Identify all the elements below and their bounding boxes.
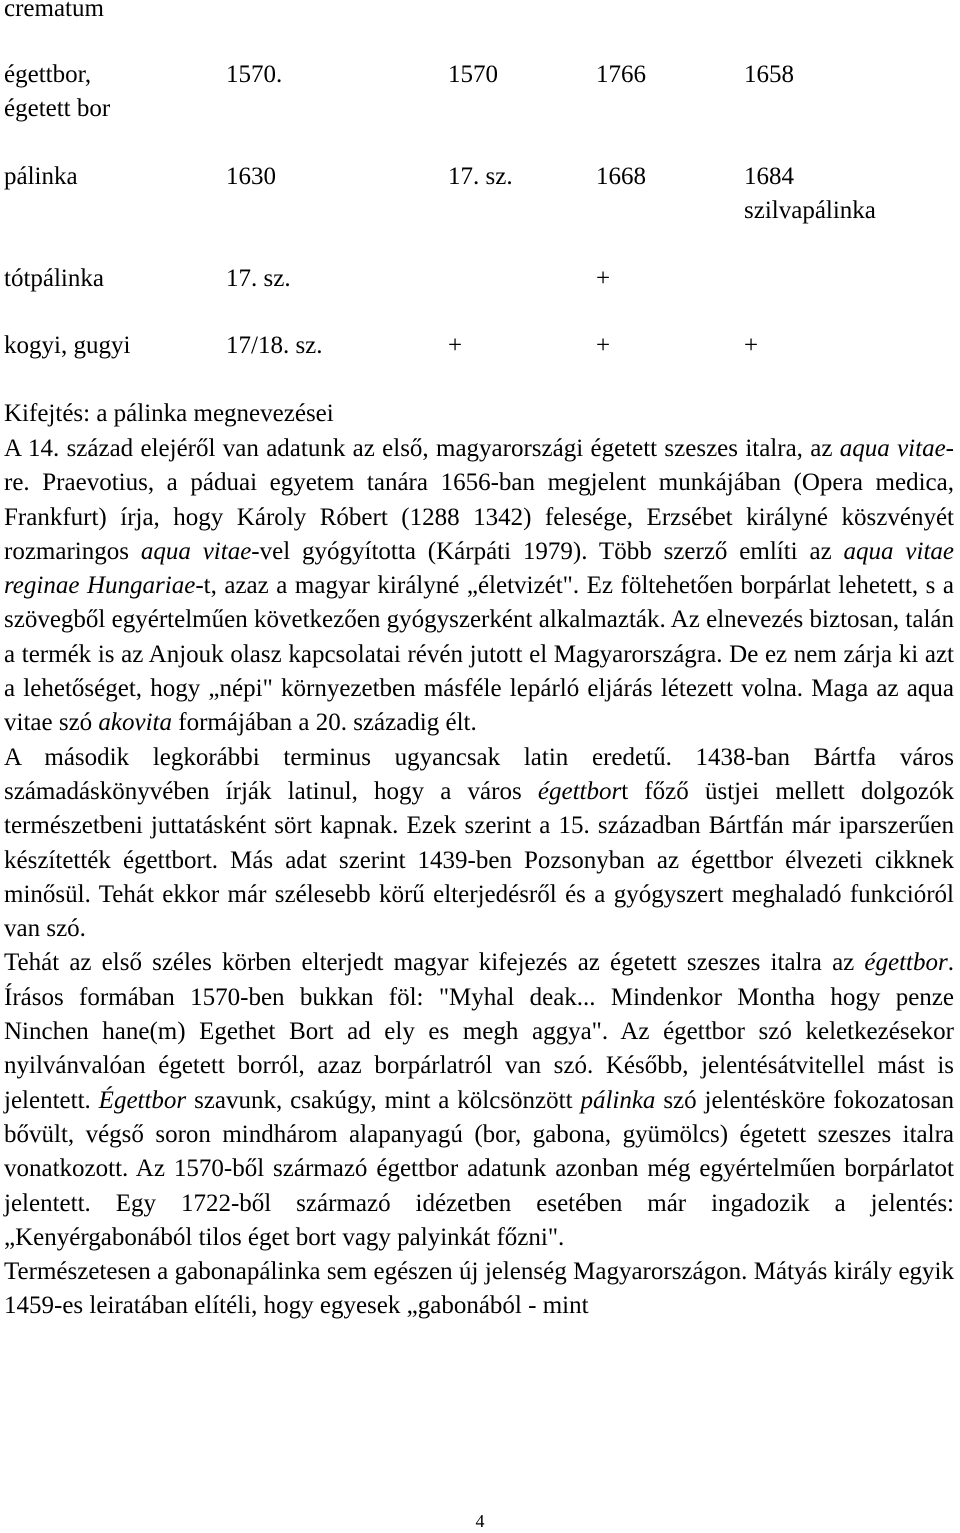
table-cell: 17. sz. [448,163,513,190]
table-cell: pálinka [4,163,78,190]
table-cell: tótpálinka [4,265,104,292]
header-term: crematum [4,0,104,22]
section-heading: Kifejtés: a pálinka megnevezései [4,400,334,427]
body-text [4,399,954,1324]
table-cell: + [448,332,463,359]
table-cell: 1570. [226,61,283,88]
table-cell: + [596,332,611,359]
table-cell: 1766 [596,61,646,88]
table-row [4,262,944,329]
table-cell: kogyi, gugyi [4,332,131,359]
table-cell: 17. sz. [226,265,291,292]
table-row [4,329,944,369]
paragraph: Tehát az első széles körben elterjedt magyar kifejezés az égetett szeszes italra az égettbor. Írásos formában 1570-ben bukkan föl: "Myhal deak... Mindenkor Montha hogy penze Ninchen hane(m) Egethet Bort ad ely es megh aggya". Az égettbor szó keletkezésekor nyilvánvalóan égetett borról, azaz borpárlatról van szó. Később, jelentésátvitellel mást is jelentett. Égettbor szavunk, csakúgy, mint a kölcsönzött pálinka szó jelentésköre fokozatosan bővült, végső soron mindhárom alapanyagú (bor, gabona, gyümölcs) égetett szeszes italra vonatkozott. Az 1570-ből származó égettbor adatunk azonban még egyértelműen borpárlatot jelentett. Egy 1722-ből származó idézetben esetében már ingadozik a jelentés: „Kenyérgabonából tilos éget bort vagy palyinkát főzni". [4,949,954,1251]
page-number: 4 [475,1511,485,1531]
table-cell: 1668 [596,163,646,190]
paragraph: A 14. század elejéről van adatunk az első, magyarországi égetett szeszes italra, az aqua vitae-re. Praevotius, a páduai egyetem tanára 1656-ban megjelent munkájában (Opera medica, Frankfurt) írja, hogy Károly Róbert (1288 1342) felesége, Erzsébet királyné köszvényét rozmaringos aqua vitae-vel gyógyította (Kárpáti 1979). Több szerző említi az aqua vitae reginae Hungariae-t, azaz a magyar királyné „életvizét". Ez föltehetően borpárlat lehetett, s a szövegből egyértelműen következően gyógyszerként alkalmazták. Az elnevezés biztosan, talán a termék is az Anjouk olasz kapcsolatai révén jutott el Magyarországra. De ez nem zárja ki azt a lehetőséget, hogy „népi" környezetben másféle lepárló eljárás létezett volna. Maga az aqua vitae szó akovita formájában a 20. századig élt. [4,435,955,737]
table-cell: 1570 [448,61,498,88]
table-cell: + [596,265,611,292]
table-row [4,160,944,262]
table-cell: 1658 [744,61,794,88]
table-cell: 1684 szilvapálinka [744,163,876,224]
paragraph: A második legkorábbi terminus ugyancsak latin eredetű. 1438-ban Bártfa város számadáskönyvében írják latinul, hogy a város égettbort főző üstjei mellett dolgozók természetbeni juttatásként sört kapnak. Ezek szerint a 15. században Bártfán már iparszerűen készítették égettbort. Más adat szerint 1439-ben Pozsonyban az égettbor élvezeti cikknek minősül. Tehát ekkor már szélesebb körű elterjedésről és a gyógyszert meghaladó funkcióról van szó. [4,743,954,943]
table-cell: + [744,332,759,359]
table-cell: 1630 [226,163,276,190]
paragraph: Természetesen a gabonapálinka sem egészen új jelenség Magyarországon. Mátyás király egyik 1459-es leiratában elítéli, hogy egyesek „gabonából - mint [4,1258,954,1320]
table-cell: égettbor, égetett bor [4,61,111,122]
table-cell: 17/18. sz. [226,332,323,359]
table-cell [744,262,944,329]
table-row [4,58,944,160]
terms-table [4,58,944,369]
table-cell [448,262,596,329]
